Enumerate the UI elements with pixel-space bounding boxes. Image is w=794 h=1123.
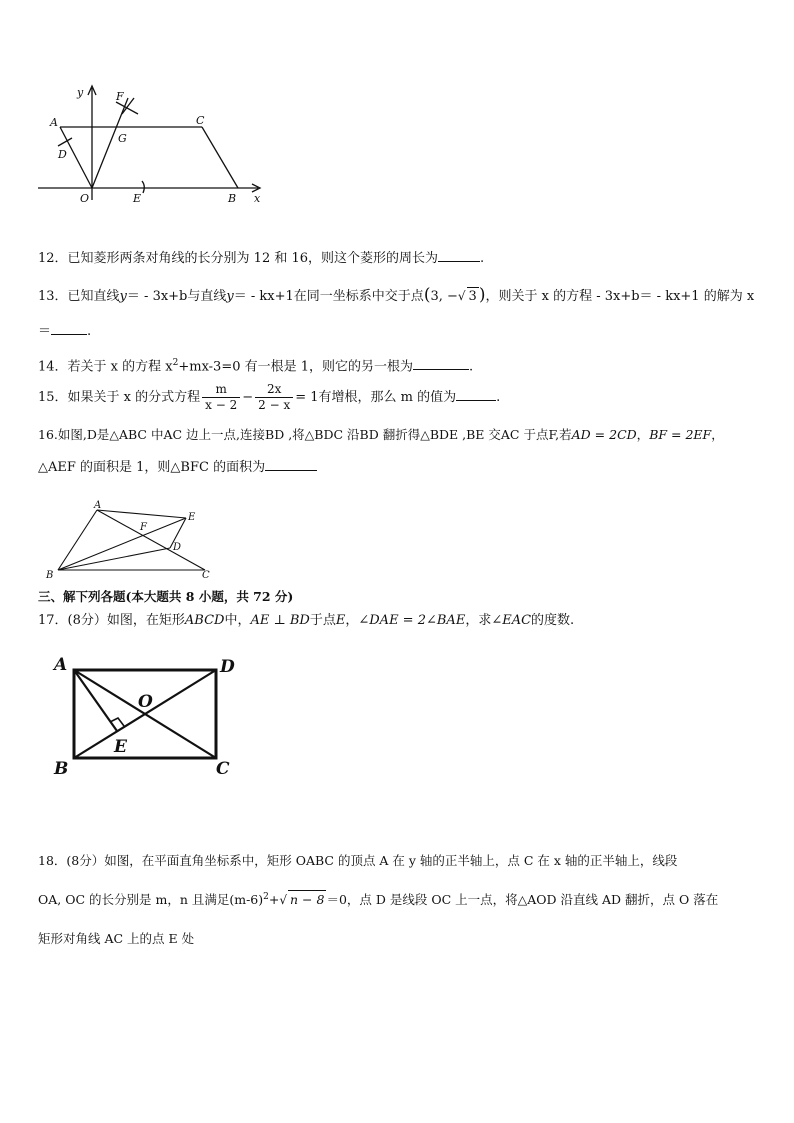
segment-ba bbox=[58, 510, 97, 570]
q15-text-2: 有增根，那么 m 的值为 bbox=[318, 390, 457, 405]
label-d: D bbox=[220, 657, 235, 677]
q17-text-3: 于点 bbox=[309, 613, 336, 628]
q17-condition-1: AE ⊥ BD bbox=[250, 613, 310, 628]
q18-radicand: n − 8 bbox=[290, 892, 325, 908]
label-d: D bbox=[173, 542, 182, 553]
figure-coordinate-diagram bbox=[30, 82, 270, 214]
q13-point-radicand: 3 bbox=[468, 289, 477, 304]
q13-point-x: 3, − bbox=[430, 289, 458, 304]
label-a: A bbox=[50, 116, 58, 129]
q16-answer-blank[interactable] bbox=[265, 458, 317, 471]
question-12 bbox=[38, 249, 484, 268]
segment-cb bbox=[202, 127, 238, 188]
q13-text-3: 在同一坐标系中交于点 bbox=[293, 289, 424, 304]
q13-line2-end: . bbox=[87, 324, 92, 339]
question-13-line2 bbox=[38, 322, 91, 341]
label-o: O bbox=[80, 192, 90, 205]
label-o: O bbox=[138, 692, 153, 712]
question-16 bbox=[38, 426, 724, 444]
q16-sep: ， bbox=[636, 427, 650, 442]
q13-point-open: ( bbox=[423, 285, 431, 305]
q15-frac1-den: x − 2 bbox=[205, 398, 238, 412]
q14-end: . bbox=[469, 359, 474, 375]
q13-text-1: 13．已知直线 bbox=[38, 289, 120, 304]
label-g: G bbox=[118, 132, 127, 145]
q14-exponent: 2 bbox=[172, 358, 179, 368]
label-c: C bbox=[202, 570, 210, 580]
q12-answer-blank[interactable] bbox=[438, 249, 480, 262]
section-3-title: 三、解下列各题(本大题共 8 小题，共 72 分) bbox=[38, 589, 294, 604]
question-13: 13．已知直线y＝ - 3x+b与直线y＝ - kx+1在同一坐标系中交于点(3, −√ 3 )，则关于 x 的方程 - 3x+b＝ - kx+1 的解为 x bbox=[38, 285, 755, 305]
q13-var-y2: y bbox=[226, 289, 234, 304]
q18-plus: + bbox=[268, 892, 280, 908]
label-f: F bbox=[116, 90, 124, 103]
question-18-line2: OA, OC 的长分别是 m，n 且满足$(m-6)^2+√$ n − 8 ＝0，点 D 是线段 OC 上一点，将△AOD 沿直线 AD 翻折，点 O 落在 bbox=[38, 892, 719, 908]
q15-equals: = 1 bbox=[295, 390, 319, 405]
label-b: B bbox=[54, 759, 69, 779]
segment-bd bbox=[58, 548, 170, 570]
q14-text-1: 14．若关于 x 的方程 x bbox=[38, 359, 173, 375]
q17-text-1: 17．(8分）如图，在矩形 bbox=[38, 613, 185, 628]
label-c: C bbox=[216, 759, 230, 779]
q18-exponent: 2 bbox=[263, 892, 269, 902]
q13-line2-eq: ＝ bbox=[38, 324, 52, 339]
label-b: B bbox=[228, 192, 237, 205]
q13-var-y1: y bbox=[119, 289, 127, 304]
q13-answer-blank[interactable] bbox=[51, 322, 87, 335]
question-14 bbox=[38, 354, 473, 376]
question-18-line1: 18．(8分）如图，在平面直角坐标系中，矩形 OABC 的顶点 A 在 y 轴的正半轴上，点 C 在 x 轴的正半轴上，线段 bbox=[38, 853, 678, 868]
q13-eq-1: ＝ - 3x+b bbox=[126, 289, 188, 304]
q17-condition-2: ∠DAE = 2∠BAE bbox=[358, 613, 466, 628]
segment-be bbox=[58, 518, 186, 570]
q17-target: ∠EAC bbox=[491, 613, 532, 628]
q17-sep: ， bbox=[345, 613, 359, 628]
q15-frac2-den: 2 − x bbox=[258, 398, 291, 412]
label-e: E bbox=[188, 512, 196, 523]
q15-answer-blank[interactable] bbox=[456, 388, 496, 401]
q16-text-1: 16.如图,D是△ABC 中AC 边上一点,连接BD ,将△BDC 沿BD 翻折得△BDE ,BE 交AC 于点F,若 bbox=[38, 427, 572, 442]
q15-text-1: 15．如果关于 x 的分式方程 bbox=[38, 390, 201, 405]
q13-eq-2: ＝ - kx+1 bbox=[233, 289, 294, 304]
q16-text-2: △AEF 的面积是 1，则△BFC 的面积为 bbox=[38, 460, 266, 475]
label-e: E bbox=[114, 737, 127, 757]
q12-end: . bbox=[480, 251, 485, 266]
q13-point-close: ) bbox=[478, 285, 486, 305]
q16-condition-2: BF = 2EF bbox=[649, 427, 712, 442]
q18-text-b: ＝0，点 D 是线段 OC 上一点，将△AOD 沿直线 AD 翻折，点 O 落在 bbox=[326, 892, 719, 908]
label-a: A bbox=[54, 655, 68, 675]
label-x: x bbox=[254, 192, 261, 205]
arc-mark-e bbox=[142, 181, 144, 193]
q15-minus: − bbox=[242, 390, 254, 405]
q15-fraction-1 bbox=[202, 382, 240, 413]
q14-text-2: +mx-3=0 有一根是 1，则它的另一根为 bbox=[178, 359, 414, 375]
q15-end: . bbox=[496, 390, 501, 405]
label-b: B bbox=[46, 570, 54, 580]
q13-text-4: ，则关于 x 的方程 - 3x+b＝ - kx+1 的解为 x bbox=[485, 289, 755, 304]
label-d: D bbox=[58, 148, 67, 161]
q17-text-2: 中， bbox=[224, 613, 251, 628]
figure-triangle-fold bbox=[40, 498, 240, 580]
q17-text-4: ，求 bbox=[465, 613, 492, 628]
q12-text: 12．已知菱形两条对角线的长分别为 12 和 16，则这个菱形的周长为 bbox=[38, 251, 439, 266]
q15-frac2-num: 2x bbox=[255, 382, 293, 398]
label-f: F bbox=[140, 522, 147, 533]
q16-tail: ， bbox=[711, 427, 724, 442]
q17-point-e: E bbox=[335, 613, 346, 628]
q17-rect: ABCD bbox=[184, 613, 225, 628]
q14-answer-blank[interactable] bbox=[413, 357, 469, 370]
q18-text-a: OA, OC 的长分别是 m，n 且满足(m-6) bbox=[38, 892, 264, 908]
question-15 bbox=[38, 380, 500, 416]
label-e: E bbox=[133, 192, 142, 205]
q13-text-2: 与直线 bbox=[187, 289, 227, 304]
label-y: y bbox=[77, 86, 84, 99]
label-c: C bbox=[196, 114, 205, 127]
q15-frac1-num: m bbox=[202, 382, 240, 398]
q17-text-5: 的度数. bbox=[531, 613, 575, 628]
q16-condition-1: AD = 2CD bbox=[571, 427, 637, 442]
label-a: A bbox=[94, 500, 102, 511]
question-16-line2 bbox=[38, 458, 317, 477]
question-18-line3: 矩形对角线 AC 上的点 E 处 bbox=[38, 931, 195, 946]
question-17 bbox=[38, 612, 574, 630]
figure-rectangle bbox=[48, 652, 248, 780]
q15-fraction-2 bbox=[255, 382, 293, 413]
